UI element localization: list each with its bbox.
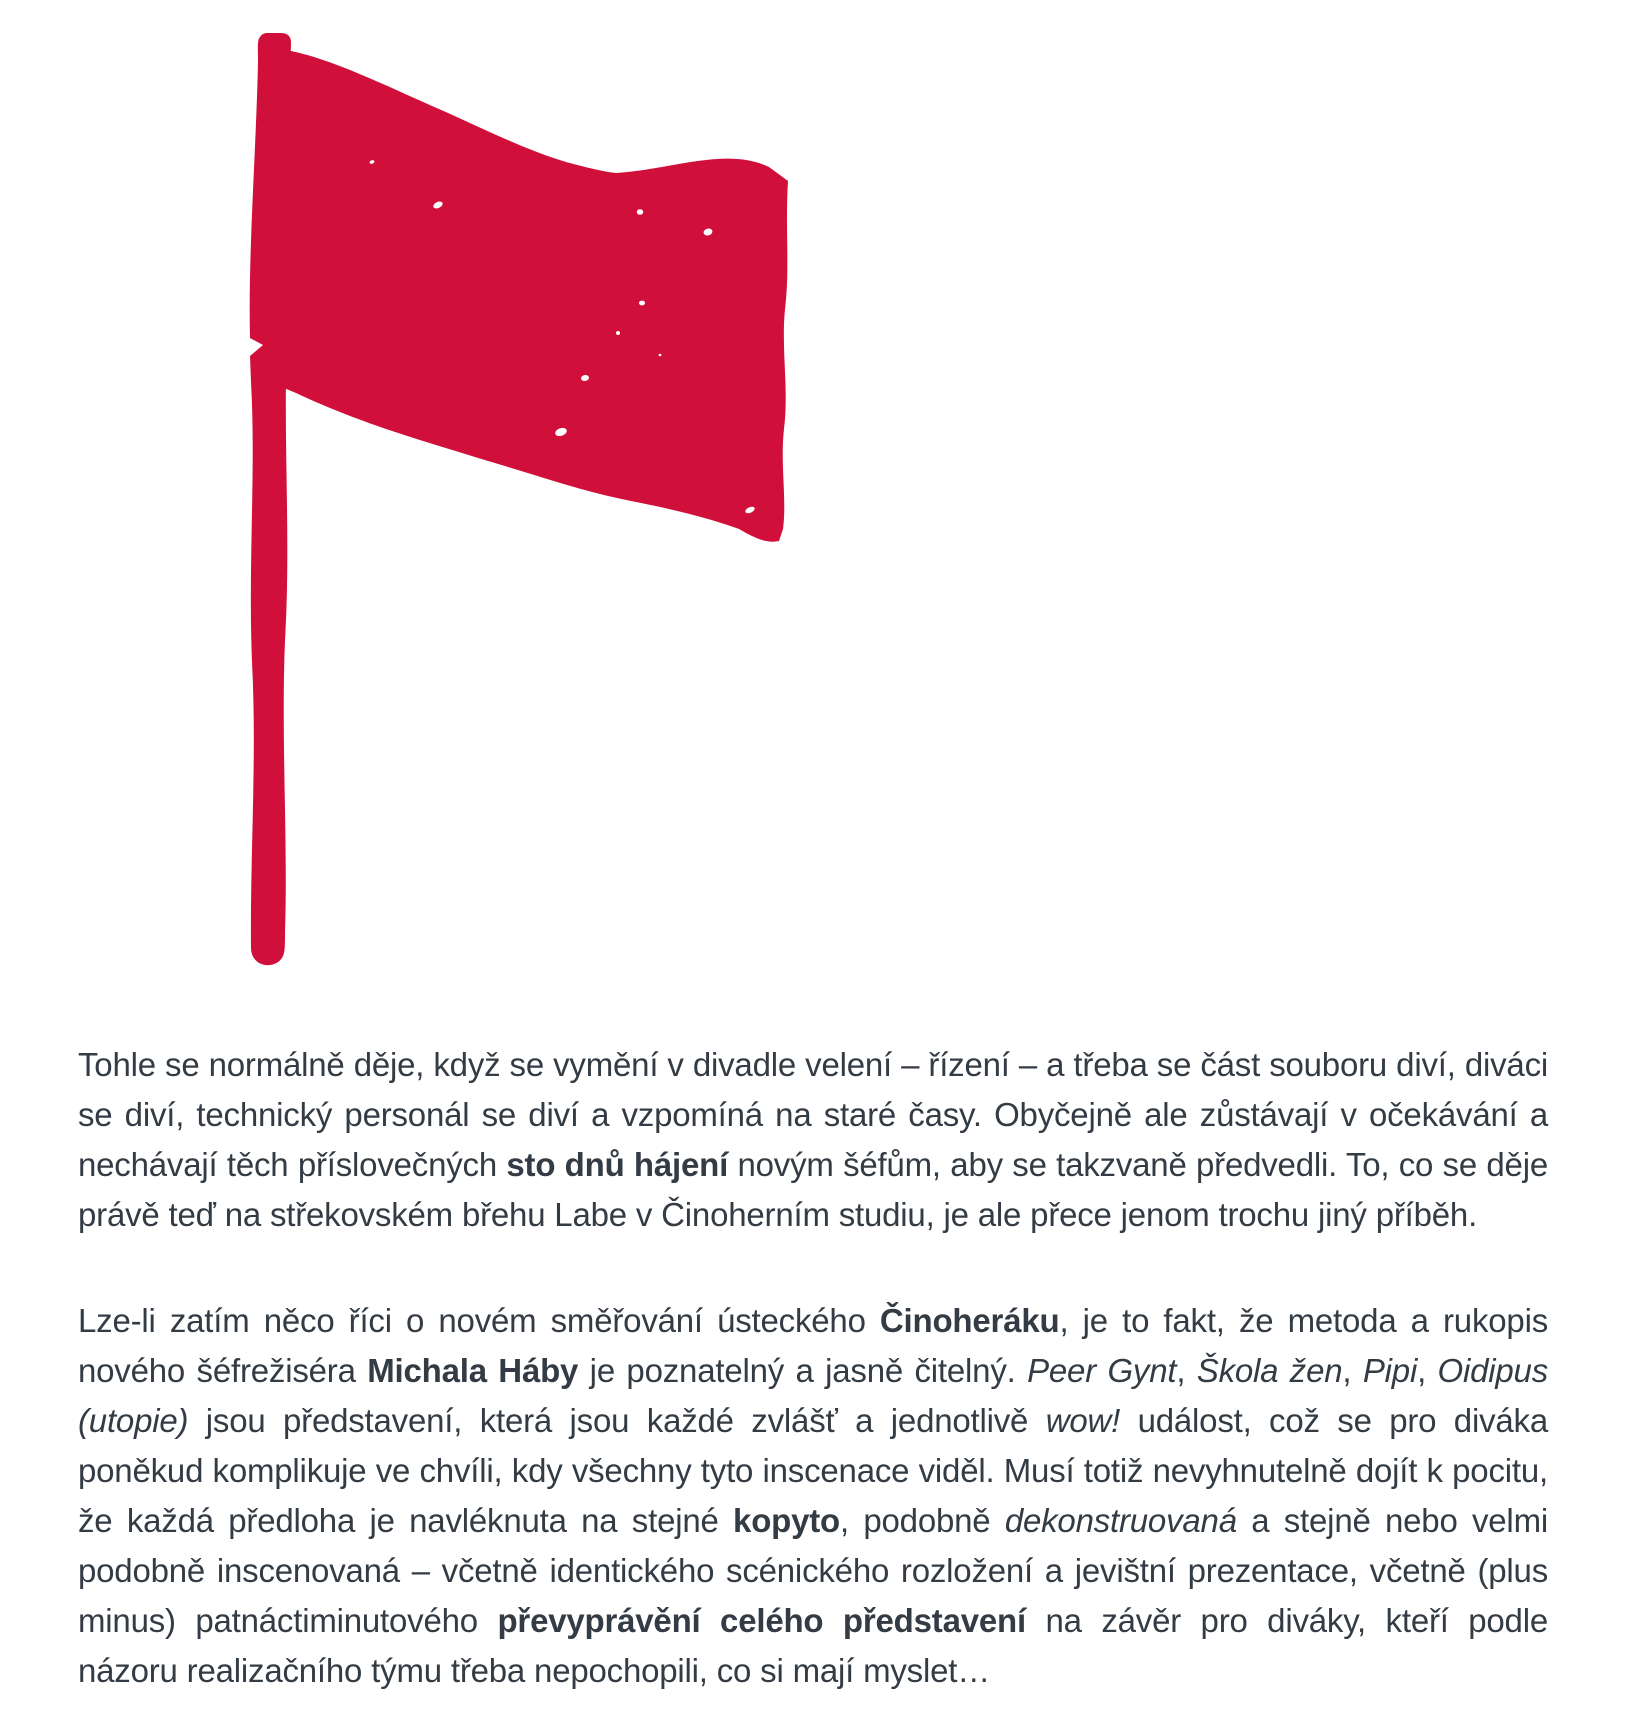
text-run: Peer Gynt (1027, 1352, 1177, 1389)
text-run: , podobně (840, 1502, 1005, 1539)
text-run: na závěr pro diváky, kteří podle názoru realizačního týmu třeba nepochopili, co si mají myslet… (78, 1602, 1548, 1689)
text-run: Oidipus (utopie) (78, 1352, 1549, 1439)
text-run: sto dnů hájení (506, 1146, 729, 1183)
text-run: , (1176, 1352, 1197, 1389)
text-run: jsou představení, která jsou každé zvlášť a jednotlivě (188, 1402, 1046, 1439)
flag-pole (250, 33, 291, 965)
flag-shape (250, 33, 788, 965)
text-run: , (1342, 1352, 1363, 1389)
text-run: událost, což se pro diváka poněkud komplikuje ve chvíli, kdy všechny tyto inscenace viděl. Musí totiž nevyhnutelně dojít k pocitu, že každá předloha je navléknuta na stejné (78, 1402, 1548, 1539)
text-run: Lze-li zatím něco říci o novém směřování ústeckého (78, 1302, 880, 1339)
text-run: dekonstruovaná (1004, 1502, 1237, 1539)
text-run: a stejně nebo velmi podobně inscenovaná – včetně identického scénického rozložení a jevištní prezentace, včetně (plus minus) patnáctiminutového (78, 1502, 1548, 1639)
text-run: novým šéfům, aby se takzvaně předvedli. To, co se děje právě teď na střekovském břehu Labe v Činoherním studiu, je ale přece jenom trochu jiný příběh. (78, 1146, 1548, 1233)
text-run: Škola žen (1196, 1352, 1343, 1389)
article-body (78, 1040, 1548, 1696)
text-run: Tohle se normálně děje, když se vymění v divadle velení – řízení – a třeba se část souboru diví, diváci se diví, technický personál se diví a vzpomíná na staré časy. Obyčejně ale zůstávají v očekávání a nechávají těch příslovečných (78, 1046, 1548, 1183)
text-run: , je to fakt, že metoda a rukopis nového šéfrežiséra (78, 1302, 1548, 1389)
text-run: kopyto (733, 1502, 841, 1539)
paragraph (78, 1296, 1548, 1696)
paragraph (78, 1040, 1548, 1240)
text-run: Činoheráku (879, 1302, 1060, 1339)
text-run: , (1417, 1352, 1438, 1389)
flag-cloth (284, 50, 788, 542)
red-flag-icon (0, 0, 850, 1000)
text-run: Pipi (1362, 1352, 1418, 1389)
text-run: wow! (1045, 1402, 1121, 1439)
red-flag-illustration (0, 0, 850, 1000)
text-run: je poznatelný a jasně čitelný. (578, 1352, 1028, 1389)
text-run: Michala Háby (367, 1352, 579, 1389)
text-run: převyprávění celého představení (497, 1602, 1026, 1639)
